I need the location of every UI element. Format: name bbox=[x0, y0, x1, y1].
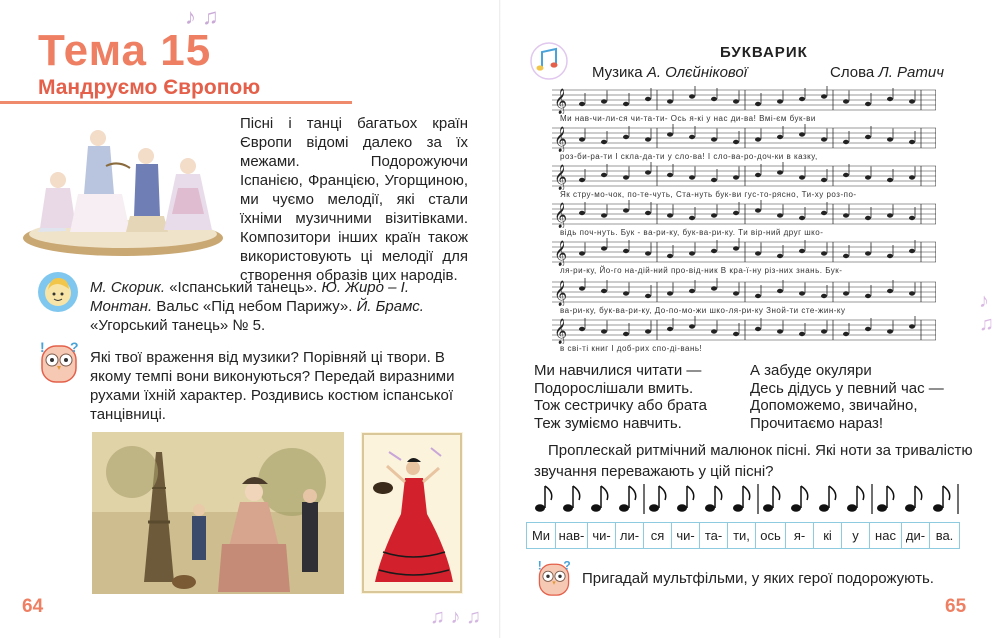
syllable-cell: нас bbox=[870, 522, 902, 549]
theme-word: Тема bbox=[38, 26, 148, 75]
page-number-right: 65 bbox=[945, 596, 967, 617]
note-head bbox=[645, 137, 651, 141]
note-head bbox=[579, 286, 585, 290]
listening-list bbox=[90, 278, 470, 335]
note-head bbox=[645, 211, 651, 215]
eighth-note-flag bbox=[545, 486, 552, 500]
song-title: БУКВАРИК bbox=[720, 44, 808, 61]
decorative-notes-icon: ♫ ♪ ♫ bbox=[430, 606, 482, 628]
staff-lyrics-4: відь поч-нуть. Бук - ва-ри-ку, бук-ва-ри-ку. Ти вір-ний друг шко- bbox=[560, 228, 824, 237]
note-head bbox=[909, 324, 915, 328]
note-head bbox=[623, 102, 629, 106]
note-head bbox=[689, 135, 695, 139]
note-head bbox=[733, 291, 739, 295]
page-number-left: 64 bbox=[22, 596, 44, 617]
eighth-note-flag bbox=[743, 486, 750, 500]
work-1: «Іспанський танець». bbox=[165, 279, 322, 296]
eighth-note-head bbox=[847, 504, 857, 512]
syllable-cell: чи- bbox=[672, 522, 700, 549]
eighth-note-flag bbox=[857, 486, 864, 500]
composer-1: М. Скорик. bbox=[90, 279, 166, 296]
note-head bbox=[887, 254, 893, 258]
note-head bbox=[865, 251, 871, 255]
svg-text:!: ! bbox=[40, 340, 45, 355]
paris-painting-image bbox=[92, 432, 344, 594]
music-credit bbox=[592, 64, 747, 81]
music-staff-3 bbox=[552, 162, 936, 190]
owl-question-icon bbox=[38, 340, 80, 384]
decorative-notes-icon: ♪ ♫ bbox=[185, 4, 219, 29]
note-head bbox=[733, 332, 739, 336]
note-head bbox=[711, 286, 717, 290]
note-head bbox=[865, 294, 871, 298]
note-head bbox=[601, 289, 607, 293]
note-head bbox=[799, 216, 805, 220]
theme-number: 15 bbox=[160, 26, 212, 75]
rhythm-question: Проплескай ритмічний малюнок пісні. Які ноти за тривалістю звучання переважають у цій пісні? bbox=[534, 442, 973, 480]
note-head bbox=[755, 137, 761, 141]
svg-text:?: ? bbox=[563, 558, 571, 573]
spanish-dancer-image bbox=[361, 432, 463, 594]
note-head bbox=[909, 99, 915, 103]
treble-clef-icon: 𝄞 bbox=[554, 127, 568, 152]
note-head bbox=[667, 132, 673, 136]
note-head bbox=[909, 140, 915, 144]
note-head bbox=[755, 102, 761, 106]
verse-left bbox=[534, 362, 734, 432]
note-head bbox=[711, 178, 717, 182]
composer-2: Ю. Жиро – І. Монтан. bbox=[90, 279, 409, 315]
eighth-note-head bbox=[733, 504, 743, 512]
words-label: Слова bbox=[830, 64, 879, 81]
note-head bbox=[777, 170, 783, 174]
ear-icon bbox=[38, 272, 78, 312]
note-head bbox=[645, 294, 651, 298]
note-head bbox=[689, 324, 695, 328]
music-notes-icon bbox=[530, 42, 568, 80]
syllable-cell: та- bbox=[700, 522, 728, 549]
rhythm-notation bbox=[534, 482, 974, 518]
eighth-note-flag bbox=[629, 486, 636, 500]
note-head bbox=[777, 99, 783, 103]
note-head bbox=[711, 213, 717, 217]
composer-3: Й. Брамс. bbox=[356, 298, 424, 315]
note-head bbox=[601, 99, 607, 103]
music-staff-4 bbox=[552, 200, 936, 228]
note-head bbox=[887, 329, 893, 333]
note-head bbox=[843, 254, 849, 258]
note-head bbox=[887, 137, 893, 141]
syllable-cell: ва. bbox=[930, 522, 960, 549]
note-head bbox=[623, 175, 629, 179]
note-head bbox=[887, 289, 893, 293]
music-staff-5 bbox=[552, 238, 936, 266]
note-head bbox=[689, 289, 695, 293]
treble-clef-icon: 𝄞 bbox=[554, 203, 568, 228]
verse-left-line: Подорослішали вмить. bbox=[534, 379, 694, 397]
note-head bbox=[755, 173, 761, 177]
note-head bbox=[909, 291, 915, 295]
note-head bbox=[821, 178, 827, 182]
treble-clef-icon: 𝄞 bbox=[554, 319, 568, 344]
words-author: Л. Ратич bbox=[878, 64, 944, 81]
verse-left-line: Ми навчилися читати — bbox=[534, 362, 702, 379]
note-head bbox=[711, 137, 717, 141]
note-head bbox=[755, 208, 761, 212]
note-head bbox=[909, 249, 915, 253]
note-head bbox=[579, 137, 585, 141]
staff-lyrics-5: ля-ри-ку, Йо-го на-дій-ний про-від-ник В кра-ї-ну різ-них знань. Бук- bbox=[560, 266, 843, 275]
note-head bbox=[843, 99, 849, 103]
staff-lyrics-1: Ми нав-чи-ли-ся чи-та-ти- Ось я-кі у нас ди-ва! Вмі-єм бук-ви bbox=[560, 114, 816, 123]
note-head bbox=[865, 175, 871, 179]
music-label: Музика bbox=[592, 64, 647, 81]
note-head bbox=[667, 213, 673, 217]
note-head bbox=[799, 175, 805, 179]
eighth-note-flag bbox=[943, 486, 950, 500]
music-staff-7 bbox=[552, 316, 936, 344]
note-head bbox=[579, 178, 585, 182]
note-head bbox=[843, 332, 849, 336]
eighth-note-head bbox=[619, 504, 629, 512]
note-head bbox=[821, 329, 827, 333]
note-head bbox=[799, 249, 805, 253]
note-head bbox=[777, 254, 783, 258]
note-head bbox=[667, 291, 673, 295]
eighth-note-head bbox=[649, 504, 659, 512]
note-head bbox=[733, 175, 739, 179]
book-spine bbox=[499, 0, 501, 638]
syllable-cell: ся bbox=[644, 522, 672, 549]
note-head bbox=[601, 213, 607, 217]
eighth-note-head bbox=[705, 504, 715, 512]
verse-right-line: Допоможемо, звичайно, bbox=[750, 397, 918, 414]
intro-paragraph: Пісні і танці багатьох країн Європи відомі далеко за їх межами. Подорожуючи Іспанією, Францією, Угорщиною, ми чуємо мелодії, які стали їхніми музичними візитівками. Композитори інших країн також використовують ці мелодії для створення образів цих народів. bbox=[240, 115, 468, 284]
syllable-table bbox=[526, 522, 960, 549]
syllable-cell: ди- bbox=[902, 522, 930, 549]
syllable-cell: ли- bbox=[616, 522, 644, 549]
note-head bbox=[667, 99, 673, 103]
note-head bbox=[799, 97, 805, 101]
note-head bbox=[909, 175, 915, 179]
note-head bbox=[623, 208, 629, 212]
staff-lyrics-3: Як стру-мо-чок, по-те-чуть, Ста-нуть бук-ви гус-то-рясно, Ти-ху роз-по- bbox=[560, 190, 857, 199]
eighth-note-head bbox=[877, 504, 887, 512]
note-head bbox=[821, 211, 827, 215]
note-head bbox=[843, 173, 849, 177]
note-head bbox=[623, 135, 629, 139]
eighth-note-head bbox=[933, 504, 943, 512]
eighth-note-flag bbox=[573, 486, 580, 500]
note-head bbox=[689, 251, 695, 255]
eighth-note-flag bbox=[687, 486, 694, 500]
svg-text:!: ! bbox=[537, 558, 542, 573]
note-head bbox=[601, 140, 607, 144]
svg-text:?: ? bbox=[70, 340, 79, 355]
note-head bbox=[645, 97, 651, 101]
syllable-cell: Ми bbox=[526, 522, 556, 549]
note-head bbox=[711, 97, 717, 101]
eighth-note-flag bbox=[915, 486, 922, 500]
note-head bbox=[579, 327, 585, 331]
note-head bbox=[711, 249, 717, 253]
note-head bbox=[777, 289, 783, 293]
eighth-note-flag bbox=[601, 486, 608, 500]
note-head bbox=[843, 291, 849, 295]
note-head bbox=[689, 94, 695, 98]
porcelain-figurines-image bbox=[18, 116, 228, 264]
eighth-note-flag bbox=[773, 486, 780, 500]
eighth-note-flag bbox=[887, 486, 894, 500]
note-head bbox=[777, 329, 783, 333]
note-head bbox=[799, 332, 805, 336]
note-head bbox=[777, 213, 783, 217]
eighth-note-head bbox=[535, 504, 545, 512]
note-head bbox=[645, 170, 651, 174]
note-head bbox=[667, 327, 673, 331]
note-head bbox=[843, 140, 849, 144]
note-head bbox=[645, 329, 651, 333]
questions-paragraph: Які твої враження від музики? Порівняй ці твори. В якому темпі вони виконуються? Передай виразними рухами їхній характер. Роздивись костюм іспанської танцівниці. bbox=[90, 349, 455, 423]
theme-heading bbox=[38, 26, 211, 76]
verse-left-line: Тож сестричку або брата bbox=[534, 397, 707, 414]
eighth-note-head bbox=[677, 504, 687, 512]
note-head bbox=[601, 329, 607, 333]
verse-right-line: А забуде окуляри bbox=[750, 362, 872, 379]
syllable-cell: нав- bbox=[556, 522, 588, 549]
eighth-note-flag bbox=[801, 486, 808, 500]
decorative-notes-icon: ♪ ♫ bbox=[979, 290, 994, 335]
eighth-note-head bbox=[791, 504, 801, 512]
syllable-cell: ось bbox=[756, 522, 786, 549]
music-author: А. Олєйнікової bbox=[646, 64, 748, 81]
eighth-note-flag bbox=[659, 486, 666, 500]
note-head bbox=[667, 173, 673, 177]
title-underline bbox=[0, 101, 352, 104]
note-head bbox=[623, 291, 629, 295]
treble-clef-icon: 𝄞 bbox=[554, 281, 568, 306]
note-head bbox=[865, 102, 871, 106]
treble-clef-icon: 𝄞 bbox=[554, 241, 568, 266]
eighth-note-flag bbox=[715, 486, 722, 500]
treble-clef-icon: 𝄞 bbox=[554, 89, 568, 114]
syllable-cell: кі bbox=[814, 522, 842, 549]
note-head bbox=[645, 251, 651, 255]
staff-lyrics-2: роз-би-ра-ти І скла-да-ти у сло-ва! І сло-ва-ро-доч-ки в казку, bbox=[560, 152, 818, 161]
music-staff-2 bbox=[552, 124, 936, 152]
note-head bbox=[689, 175, 695, 179]
note-head bbox=[623, 332, 629, 336]
staff-lyrics-6: ва-ри-ку, бук-ва-ри-ку, До-по-мо-жи шко-ля-ри-ку Зной-ти сте-жин-ку bbox=[560, 306, 846, 315]
note-head bbox=[821, 137, 827, 141]
note-head bbox=[821, 251, 827, 255]
staff-lyrics-7: в сві-ті книг І доб-рих спо-ді-вань! bbox=[560, 344, 703, 353]
eighth-note-head bbox=[905, 504, 915, 512]
eighth-note-head bbox=[763, 504, 773, 512]
note-head bbox=[777, 135, 783, 139]
note-head bbox=[799, 291, 805, 295]
verse-left-line: Теж зуміємо навчить. bbox=[534, 414, 682, 432]
note-head bbox=[579, 251, 585, 255]
note-head bbox=[821, 94, 827, 98]
syllable-cell: ти, bbox=[728, 522, 756, 549]
syllable-cell: я- bbox=[786, 522, 814, 549]
note-head bbox=[755, 251, 761, 255]
note-head bbox=[755, 294, 761, 298]
music-staff-1 bbox=[552, 86, 936, 114]
remember-prompt: Пригадай мультфільми, у яких герої подорожують. bbox=[582, 570, 934, 587]
eighth-note-head bbox=[591, 504, 601, 512]
eighth-note-head bbox=[563, 504, 573, 512]
work-2: Вальс «Під небом Парижу». bbox=[152, 298, 357, 315]
note-head bbox=[733, 246, 739, 250]
note-head bbox=[733, 99, 739, 103]
work-3: «Угорський танець» № 5. bbox=[90, 317, 266, 334]
note-head bbox=[799, 132, 805, 136]
note-head bbox=[865, 135, 871, 139]
note-head bbox=[733, 140, 739, 144]
note-head bbox=[579, 211, 585, 215]
note-head bbox=[689, 216, 695, 220]
treble-clef-icon: 𝄞 bbox=[554, 165, 568, 190]
eighth-note-head bbox=[819, 504, 829, 512]
syllable-cell: чи- bbox=[588, 522, 616, 549]
music-staff-6 bbox=[552, 278, 936, 306]
note-head bbox=[887, 213, 893, 217]
verse-right bbox=[750, 362, 970, 432]
note-head bbox=[843, 213, 849, 217]
note-head bbox=[601, 246, 607, 250]
words-credit bbox=[830, 64, 944, 81]
note-head bbox=[755, 327, 761, 331]
note-head bbox=[909, 216, 915, 220]
note-head bbox=[733, 211, 739, 215]
note-head bbox=[711, 329, 717, 333]
note-head bbox=[865, 216, 871, 220]
syllable-cell: у bbox=[842, 522, 870, 549]
note-head bbox=[887, 178, 893, 182]
note-head bbox=[601, 173, 607, 177]
eighth-note-flag bbox=[829, 486, 836, 500]
owl-question-icon bbox=[536, 558, 572, 598]
note-head bbox=[579, 102, 585, 106]
note-head bbox=[623, 249, 629, 253]
verse-right-line: Прочитаємо нараз! bbox=[750, 414, 884, 432]
note-head bbox=[821, 294, 827, 298]
note-head bbox=[887, 97, 893, 101]
note-head bbox=[667, 254, 673, 258]
verse-right-line: Десь дідусь у певний час — bbox=[750, 379, 944, 397]
note-head bbox=[865, 327, 871, 331]
theme-subtitle: Мандруємо Європою bbox=[38, 76, 261, 99]
